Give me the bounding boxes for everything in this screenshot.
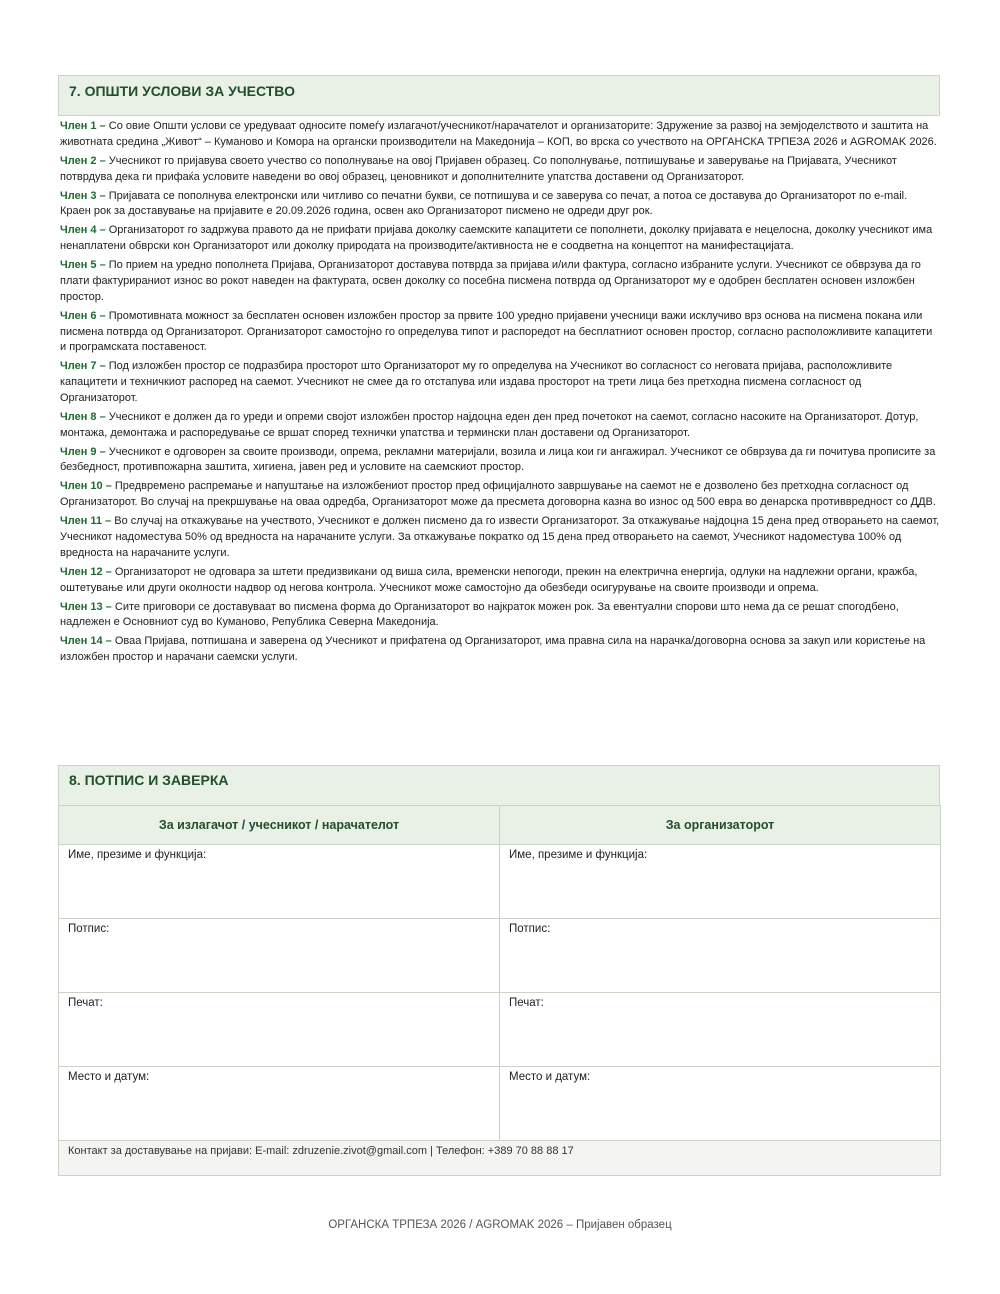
- section-7-title: 7. ОПШТИ УСЛОВИ ЗА УЧЕСТВО: [58, 75, 940, 116]
- article-10: [60, 479, 940, 511]
- article-label: Член 1 –: [60, 120, 106, 132]
- section-8-title: 8. ПОТПИС И ЗАВЕРКА: [58, 765, 940, 805]
- page-footer: ОРГАНСКА ТРПЕЗА 2026 / AGROMAK 2026 – Пријавен образец: [328, 1219, 672, 1231]
- article-text: Учесникот е одговорен за своите производи, опрема, рекламни материјали, возила и лица кои ги ангажирал. Учесникот се обврзува да ги почитува прописите за безбедност, противпожарна заштита, хигиена, јавен ред и условите на саемскиот простор.: [60, 445, 936, 474]
- organizer-stamp-field[interactable]: Печат:: [500, 993, 941, 1067]
- article-label: Член 14 –: [60, 635, 112, 648]
- name-row: [59, 845, 941, 919]
- article-label: Член 12 –: [60, 565, 112, 578]
- organizer-name-field[interactable]: Име, презиме и функција:: [500, 845, 941, 919]
- signature-table: [58, 805, 941, 1176]
- article-label: Член 7 –: [60, 360, 106, 373]
- contact-info: Контакт за доставување на пријави: E-mail: zdruzenie.zivot@gmail.com | Телефон: +389 70 88 88 17: [59, 1141, 941, 1176]
- article-label: Член 4 –: [60, 224, 106, 237]
- article-2: [60, 154, 940, 186]
- article-label: Член 8 –: [60, 410, 106, 423]
- article-13: [60, 600, 940, 632]
- general-terms-list: [60, 119, 940, 669]
- article-label: Член 6 –: [60, 309, 106, 322]
- organizer-signature-field[interactable]: Потпис:: [500, 919, 941, 993]
- article-label: Член 11 –: [60, 515, 112, 528]
- organizer-column-header: За организаторот: [500, 806, 941, 845]
- exhibitor-place-date-field[interactable]: Место и датум:: [59, 1067, 500, 1141]
- article-label: Член 13 –: [60, 600, 112, 613]
- exhibitor-column-header: За излагачот / учесникот / нарачателот: [59, 806, 500, 845]
- article-label: Член 3 –: [60, 189, 106, 202]
- article-label: Член 10 –: [60, 480, 112, 493]
- article-8: [60, 410, 940, 442]
- article-label: Член 2 –: [60, 154, 106, 167]
- article-14: [60, 634, 940, 666]
- contact-row: [59, 1141, 941, 1176]
- article-text: Сите приговори се доставуваат во писмена форма до Организаторот во најкраток можен рок. За евентуални спорови што нема да се решат спогодбено, надлежен е Основниот суд во Куманово, Република Северна Македонија.: [60, 600, 899, 629]
- stamp-row: [59, 993, 941, 1067]
- article-text: Учесникот го пријавува своето учество со пополнување на овој Пријавен образец. Со пополнување, потпишување и заверување на Пријавата, Учесникот потврдува дека ги прифаќа условите наведени во овој образец, ценовникот и дополнителните упатства доставени од Организаторот.: [60, 154, 897, 183]
- article-text: По прием на уредно пополнета Пријава, Организаторот доставува потврда за пријава и/или фактура, согласно избраните услуги. Учесникот се обврзува да го плати фактурираниот износ во рокот наведен на фактурата, освен доколку со посебна писмена потврда од Организаторот му е одобрен бесплатен основен изложбен простор.: [60, 259, 921, 303]
- exhibitor-stamp-field[interactable]: Печат:: [59, 993, 500, 1067]
- article-text: Пријавата се пополнува електронски или читливо со печатни букви, се потпишува и се заверува со печат, а потоа се доставува до Организаторот по e-mail. Краен рок за доставување на пријавите е 20.09.2026 година, освен ако Организаторот писмено не одреди друг рок.: [60, 189, 908, 218]
- article-12: [60, 565, 940, 597]
- article-7: [60, 359, 940, 406]
- article-text: Организаторот не одговара за штети предизвикани од виша сила, временски непогоди, прекин на електрична енергија, одлуки на надлежни органи, кражба, оштетување или други околности надвор од негова контрола. Учесникот може самостојно да обезбеди осигурување на своите производи и опрема.: [60, 565, 918, 594]
- signature-row: [59, 919, 941, 993]
- article-text: Учесникот е должен да го уреди и опреми својот изложбен простор најдоцна еден ден пред почетокот на саемот, согласно насоките на Организаторот. Дотур, монтажа, демонтажа и распоредување се вршат според технички упатства и термински план доставени од Организаторот.: [60, 410, 919, 439]
- article-4: [60, 223, 940, 255]
- exhibitor-signature-field[interactable]: Потпис:: [59, 919, 500, 993]
- exhibitor-name-field[interactable]: Име, презиме и функција:: [59, 845, 500, 919]
- article-text: Под изложбен простор се подразбира просторот што Организаторот му го определува на Учесникот во согласност со неговата пријава, расположливите капацитети и техничкиот распоред на саемот. Учесникот не смее да го отстапува или издава просторот на трети лица без претходна писмена согласност од Организаторот.: [60, 360, 893, 404]
- article-1: [60, 119, 940, 151]
- article-9: [60, 445, 940, 477]
- article-text: Организаторот го задржува правото да не прифати пријава доколку саемските капацитети се пополнети, доколку пријавата е нецелосна, доколку учесникот има ненаплатени обврски кон Организаторот или доколку природата на производите/активноста не е соодветна на концептот на манифестацијата.: [60, 224, 933, 253]
- article-6: [60, 309, 940, 356]
- article-label: Член 9 –: [60, 445, 106, 458]
- article-text: Во случај на откажување на учеството, Учесникот е должен писмено да го извести Организаторот. За откажување најдоцна 15 дена пред отворањето на саемот, Учесникот надоместува 50% од вредноста на нарачаните услуги. За откажување пократко од 15 дена пред отворањето на саемот, Учесникот надоместува 100% од вредноста на нарачаните услуги.: [60, 515, 940, 559]
- place-date-row: [59, 1067, 941, 1141]
- article-5: [60, 258, 940, 305]
- article-label: Член 5 –: [60, 259, 106, 272]
- article-text: Оваа Пријава, потпишана и заверена од Учесникот и прифатена од Организаторот, има правна сила на нарачка/договорна основа за закуп или користење на изложбен простор и нарачани саемски услуги.: [60, 635, 926, 664]
- article-text: Предвремено распремање и напуштање на изложбениот простор пред официјалното завршување на саемот не е дозволено без претходна согласност од Организаторот. Во случај на прекршување на оваа одредба, Организаторот може да пресмета договорна казна во износ од 500 евра во денарска противвредност со ДДВ.: [60, 480, 936, 509]
- article-11: [60, 514, 940, 561]
- signature-header-row: [59, 806, 941, 845]
- article-text: Промотивната можност за бесплатен основен изложбен простор за првите 100 уредно пријавени учесници важи исклучиво врз основа на писмена покана или писмена потврда од Организаторот. Организаторот самостојно го определува типот и распоредот на бесплатниот основен простор, согласно расположливите капацитети и програмската поставеност.: [60, 309, 933, 354]
- organizer-place-date-field[interactable]: Место и датум:: [500, 1067, 941, 1141]
- article-text: Со овие Општи услови се уредуваат односите помеѓу излагачот/учесникот/нарачателот и организаторите: Здружение за развој на земјоделството и заштита на животната средина „Живот“ – Куманово и Комора на органски производители на Македонија – КОП, во врска со учеството на ОРГАНСКА ТРПЕЗА 2026 и AGROMAK 2026.: [60, 120, 937, 148]
- article-3: [60, 189, 940, 221]
